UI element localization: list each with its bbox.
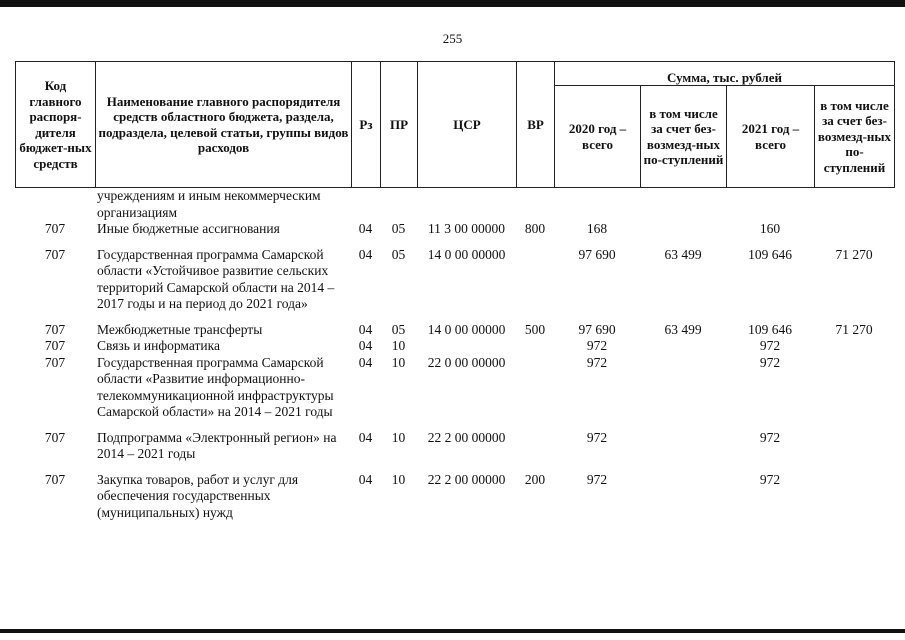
table-header — [15, 61, 895, 188]
cell-y2020 — [554, 188, 640, 221]
table-row — [15, 247, 894, 322]
cell-vr — [516, 430, 554, 472]
cell-name: Межбюджетные трансферты — [97, 321, 263, 337]
header-vr: ВР — [517, 62, 555, 188]
header-2021-total: 2021 год – всего — [727, 86, 815, 188]
cell-rz: 04 — [358, 354, 373, 370]
cell-csr — [417, 188, 516, 221]
cell-incl2021: 71 270 — [835, 321, 873, 337]
cell-y2020: 972 — [586, 429, 608, 445]
cell-kod: 707 — [44, 338, 66, 353]
cell-incl2021 — [814, 472, 894, 522]
page-number: 255 — [442, 31, 463, 46]
cell-name: Закупка товаров, работ и услуг для обеспечения государственных (муниципальных) нужд — [97, 471, 299, 520]
cell-rz: 04 — [358, 321, 373, 337]
cell-vr — [516, 338, 554, 355]
table-body — [15, 188, 894, 521]
cell-incl2020 — [640, 472, 726, 522]
cell-incl2020: 63 499 — [664, 246, 702, 262]
cell-y2020: 972 — [586, 471, 608, 487]
cell-rz: 04 — [358, 338, 373, 353]
cell-pr: 10 — [391, 354, 406, 370]
cell-pr: 10 — [391, 429, 406, 445]
cell-incl2021: 71 270 — [835, 246, 873, 262]
cell-incl2021 — [814, 338, 894, 355]
cell-kod: 707 — [44, 354, 66, 370]
cell-kod: 707 — [44, 429, 66, 445]
cell-pr: 05 — [391, 221, 406, 236]
cell-vr: 800 — [524, 221, 546, 236]
cell-name: Связь и информатика — [97, 338, 220, 353]
table-row — [15, 472, 894, 522]
cell-csr: 11 3 00 00000 — [427, 221, 506, 236]
cell-y2020: 168 — [586, 221, 608, 236]
cell-vr: 500 — [524, 321, 546, 337]
cell-vr: 200 — [524, 471, 546, 487]
table-row — [15, 355, 894, 430]
cell-csr: 14 0 00 00000 — [427, 246, 506, 262]
cell-rz — [351, 188, 380, 221]
header-rz: Рз — [352, 62, 381, 188]
cell-incl2020 — [640, 221, 726, 247]
cell-y2021: 109 646 — [748, 246, 792, 262]
cell-y2021: 972 — [759, 354, 781, 370]
cell-incl2021 — [814, 221, 894, 247]
cell-y2020: 972 — [586, 354, 608, 370]
cell-incl2020: 63 499 — [664, 321, 702, 337]
cell-pr: 10 — [391, 338, 406, 353]
cell-kod: 707 — [44, 471, 66, 487]
cell-incl2020 — [640, 188, 726, 221]
top-rule — [0, 0, 905, 7]
cell-vr — [516, 188, 554, 221]
cell-name: учреждениям и иным некоммерческим организациям — [97, 188, 321, 220]
cell-y2021 — [726, 188, 814, 221]
header-2020-total: 2020 год – всего — [555, 86, 641, 188]
cell-incl2021 — [814, 430, 894, 472]
header-2020-grants: в том числе за счет без-возмезд-ных по-ступлений — [641, 86, 727, 188]
cell-incl2020 — [640, 355, 726, 430]
cell-y2020: 97 690 — [578, 321, 616, 337]
cell-incl2020 — [640, 430, 726, 472]
cell-kod — [15, 188, 95, 221]
cell-y2021: 972 — [759, 429, 781, 445]
table-row — [15, 322, 894, 339]
cell-name: Подпрограмма «Электронный регион» на 2014 – 2021 годы — [97, 429, 337, 461]
cell-incl2020 — [640, 338, 726, 355]
header-summa: Сумма, тыс. рублей — [555, 62, 895, 86]
header-name: Наименование главного распорядителя средств областного бюджета, раздела, подраздела, целевой статьи, группы видов расходов — [96, 62, 352, 188]
cell-csr: 14 0 00 00000 — [427, 321, 506, 337]
cell-kod: 707 — [44, 221, 66, 236]
header-csr: ЦСР — [418, 62, 517, 188]
cell-pr — [380, 188, 417, 221]
table-row — [15, 430, 894, 472]
cell-csr — [417, 338, 516, 355]
cell-csr: 22 2 00 00000 — [427, 429, 506, 445]
cell-name: Государственная программа Самарской области «Устойчивое развитие сельских территорий Самарской области на 2014 – 2017 годы и на период до 2021 года» — [97, 246, 335, 311]
header-kod: Код главного распоря-дителя бюджет-ных средств — [16, 62, 96, 188]
cell-incl2021 — [814, 188, 894, 221]
cell-csr: 22 0 00 00000 — [427, 354, 506, 370]
cell-y2021: 972 — [759, 338, 781, 353]
cell-vr — [516, 247, 554, 322]
cell-rz: 04 — [358, 246, 373, 262]
header-pr: ПР — [381, 62, 418, 188]
cell-name: Иные бюджетные ассигнования — [97, 221, 280, 236]
cell-name: Государственная программа Самарской области «Развитие информационно-телекоммуникационной инфраструктуры Самарской области» на 2014 – 2021 годы — [97, 354, 334, 419]
cell-y2020: 97 690 — [578, 246, 616, 262]
cell-kod: 707 — [44, 321, 66, 337]
cell-y2021: 972 — [759, 471, 781, 487]
header-2021-grants: в том числе за счет без-возмезд-ных по-ступлений — [815, 86, 895, 188]
cell-y2020: 972 — [586, 338, 608, 353]
bottom-rule — [0, 629, 905, 633]
cell-pr: 05 — [391, 246, 406, 262]
cell-pr: 10 — [391, 471, 406, 487]
cell-csr: 22 2 00 00000 — [427, 471, 506, 487]
table-row — [15, 338, 894, 355]
cell-vr — [516, 355, 554, 430]
cell-incl2021 — [814, 355, 894, 430]
table-row — [15, 221, 894, 247]
cell-kod: 707 — [44, 246, 66, 262]
table-row — [15, 188, 894, 221]
cell-pr: 05 — [391, 321, 406, 337]
cell-y2021: 109 646 — [748, 321, 792, 337]
cell-rz: 04 — [358, 221, 373, 236]
cell-rz: 04 — [358, 471, 373, 487]
cell-rz: 04 — [358, 429, 373, 445]
cell-y2021: 160 — [759, 221, 781, 236]
